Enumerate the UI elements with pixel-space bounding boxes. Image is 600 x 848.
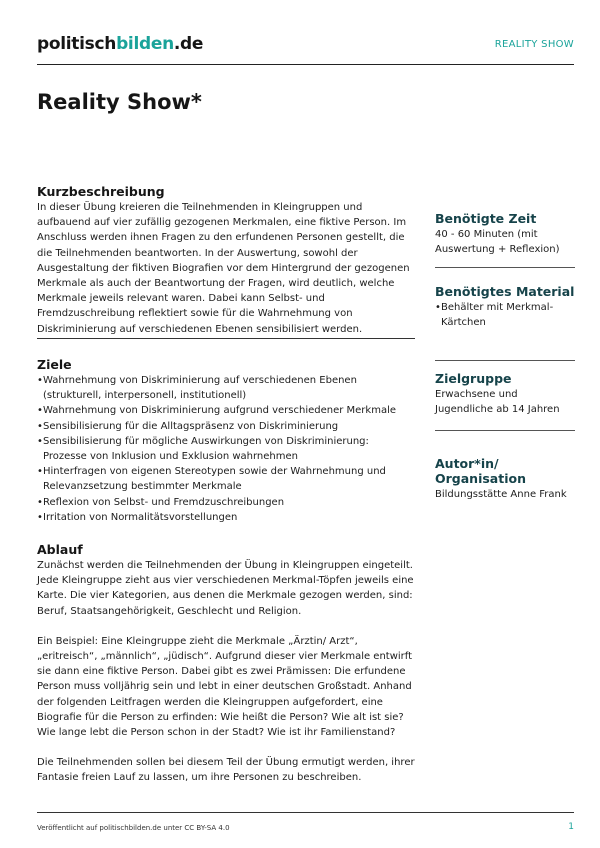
ziele-list — [37, 373, 415, 525]
logo-text-1: politisch — [37, 34, 117, 54]
site-logo[interactable] — [37, 34, 203, 54]
material-list — [435, 300, 575, 330]
license-footer: Veröffentlicht auf politischbilden.de unter CC BY-SA 4.0 — [37, 824, 230, 832]
ablauf-paragraph: Ein Beispiel: Eine Kleingruppe zieht die Merkmale „Ärztin/ Arzt“, „eritreisch“, „männlich“, „jüdisch“. Aufgrund dieser vier Merkmale entwirft sie dann eine fiktive Person. Dabei gibt es zwei Prämissen: Die erfundene Person muss volljährig sein und lebt in einer deutschen Großstadt. Anhand der folgenden Leitfragen werden die Kleingruppen aufgefordert, eine Biografie für die Person zu erfinden: Wie heißt die Person? Wie alt ist sie? Wie lange lebt die Person schon in der Stadt? Wie ist ihr Familienstand? — [37, 635, 413, 739]
ablauf-section — [37, 542, 415, 786]
kurzbeschreibung-section — [37, 184, 415, 337]
list-item: • Reflexion von Selbst- und Fremdzuschreibungen — [37, 495, 415, 510]
autor-heading: Autor*in/ Organisation — [435, 456, 526, 486]
list-item: • Wahrnehmung von Diskriminierung aufgrund verschiedener Merkmale — [37, 403, 415, 418]
kurzbeschreibung-heading: Kurzbeschreibung — [37, 184, 165, 199]
material-heading: Benötigtes Material — [435, 284, 575, 299]
zeit-text: 40 - 60 Minuten (mit Auswertung + Reflexion) — [435, 229, 560, 256]
ziele-heading: Ziele — [37, 357, 72, 372]
zielgruppe-text: Erwachsene und Jugendliche ab 14 Jahren — [435, 389, 560, 416]
zielgruppe-box — [435, 371, 575, 417]
material-box — [435, 284, 575, 330]
sidebar-divider — [435, 267, 575, 268]
zeit-box — [435, 211, 575, 257]
list-item: • Sensibilisierung für mögliche Auswirkungen von Diskriminierung: Prozesse von Inklusion und Exklusion wahrnehmen — [37, 434, 415, 464]
zeit-heading: Benötigte Zeit — [435, 211, 537, 226]
autor-box — [435, 456, 575, 502]
zielgruppe-heading: Zielgruppe — [435, 371, 512, 386]
material-item: • Behälter mit Merkmal-Kärtchen — [435, 300, 575, 330]
autor-text: Bildungsstätte Anne Frank — [435, 489, 567, 500]
logo-text-2: bilden — [116, 34, 174, 54]
ablauf-paragraph: Zunächst werden die Teilnehmenden der Übung in Kleingruppen eingeteilt. Jede Kleingruppe zieht aus vier verschiedenen Merkmal-Töpfen jeweils eine Karte. Die vier Kategorien, aus denen die Merkmale gezogen werden, sind: Beruf, Staatsangehörigkeit, Geschlecht und Religion. — [37, 560, 414, 617]
ablauf-heading: Ablauf — [37, 542, 83, 557]
page-title: Reality Show* — [37, 90, 202, 114]
header-divider — [37, 64, 574, 65]
logo-text-3: .de — [173, 34, 204, 54]
sidebar-divider — [435, 360, 575, 361]
list-item: • Sensibilisierung für die Alltagspräsenz von Diskriminierung — [37, 419, 415, 434]
document-label: REALITY SHOW — [494, 39, 574, 50]
list-item: • Hinterfragen von eigenen Stereotypen sowie der Wahrnehmung und Relevanzsetzung bestimmter Merkmale — [37, 464, 415, 494]
page-number: 1 — [568, 822, 574, 832]
kurzbeschreibung-text: In dieser Übung kreieren die Teilnehmenden in Kleingruppen und aufbauend auf vier zufällig gezogenen Merkmalen, eine fiktive Person. Im Anschluss werden ihnen Fragen zu den erfundenen Personen gestellt, die die Teilnehmenden beantworten. In der Auswertung, sowohl der Ausgestaltung der fiktiven Biografien vor dem Hintergrund der gezogenen Merkmale als auch der Beantwortung der Fragen, wird deutlich, welche Merkmale jeweils relevant waren. Dabei kann Selbst- und Fremdzuschreibung reflektiert sowie für die Wahrnehmung von Diskriminierung auf verschiedenen Ebenen sensibilisiert werden. — [37, 202, 410, 335]
ziele-section — [37, 357, 415, 525]
section-divider — [37, 338, 415, 339]
list-item: • Wahrnehmung von Diskriminierung auf verschiedenen Ebenen (strukturell, interpersonell, institutionell) — [37, 373, 415, 403]
list-item: • Irritation von Normalitätsvorstellungen — [37, 510, 415, 525]
sidebar-divider — [435, 430, 575, 431]
ablauf-paragraph: Die Teilnehmenden sollen bei diesem Teil der Übung ermutigt werden, ihrer Fantasie freien Lauf zu lassen, um ihre Personen zu beschreiben. — [37, 757, 415, 784]
footer-divider — [37, 812, 574, 813]
